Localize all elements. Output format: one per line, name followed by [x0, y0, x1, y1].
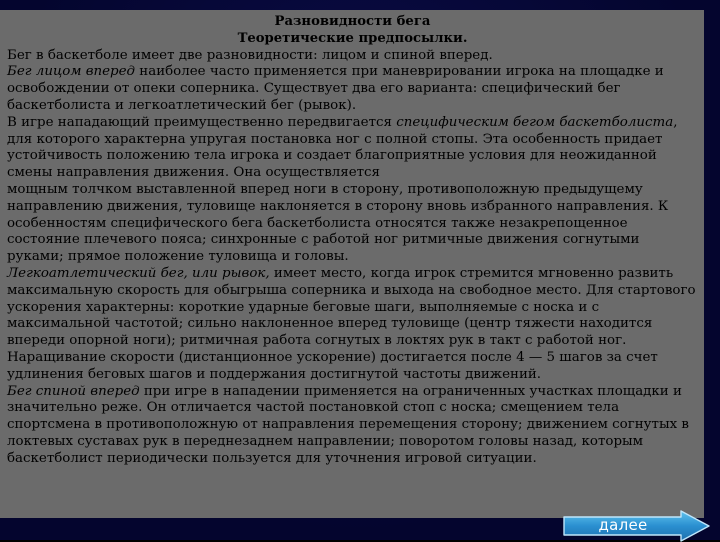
- paragraph-specific-run-text: , для которого характерна упругая постановка ног с полной стопы. Эта особенность придает устойчивость положению тела игрока и создает благоприятные условия для неожиданной смены направления движения. Она осуществляется: [7, 114, 678, 181]
- paragraph-face-forward: [7, 64, 698, 114]
- title-line-2: Теоретические предпосылки.: [237, 30, 468, 46]
- content-text-box: [0, 10, 704, 518]
- term-backward: Бег спиной вперед: [7, 383, 140, 399]
- term-sprint: Легкоатлетический бег, или рывок,: [7, 265, 270, 281]
- paragraph-sprint: [7, 266, 698, 384]
- paragraph-backward: [7, 384, 698, 468]
- paragraph-face-forward-text: наиболее часто применяется при маневрировании игрока на площадке и освобождении от опеки соперника. Существует два его варианта: специфический бег баскетболиста и легкоатлетический бег (рывок).: [7, 64, 664, 113]
- title-line-1: Разновидности бега: [274, 14, 431, 29]
- paragraph-backward-text: при игре в нападении применяется на ограниченных участках площадки и значительно реже. Он отличается частой постановкой стоп с носка; смещением тела спортсмена в противоположную от направления перемещения сторону; движением согнутых в локтевых суставах рук в переднезаднем направлении; поворотом головы назад, которым баскетболист периодически пользуется для уточнения игровой ситуации.: [7, 383, 689, 466]
- term-specific-run: специфическим бегом баскетболиста: [396, 114, 674, 130]
- next-button-label: далее: [598, 516, 648, 534]
- paragraph-sprint-text: имеет место, когда игрок стремится мгновенно развить максимальную скорость для обыгрыша соперника и выхода на свободное место. Для стартового ускорения характерны: короткие ударные беговые шаги, выполняемые с носка и с максимальной частотой; сильно наклоненное вперед туловище (центр тяжести находится впереди опорной ноги); ритмичная работа согнутых в локтях рук в такт с работой ног. Наращивание скорости (дистанционное ускорение) достигается после 4 — 5 шагов за счет удлинения беговых шагов и поддержания достигнутой частоты движений.: [7, 265, 696, 382]
- slide-title: [7, 14, 698, 48]
- paragraph-specific-run-start: В игре нападающий преимущественно передвигается: [7, 114, 397, 130]
- paragraph-specific-features: мощным толчком выставленной вперед ноги в сторону, противоположную предыдущему направлению движения, туловище наклоняется в сторону вновь избранного направления. К особенностям специфического бега баскетболиста относятся также незакрепощенное состояние плечевого пояса; синхронные с работой ног ритмичные движения согнутыми руками; прямое положение туловища и головы.: [7, 181, 669, 265]
- paragraph-specific-run: [7, 115, 698, 182]
- term-face-forward: Бег лицом вперед: [7, 64, 136, 80]
- next-button[interactable]: [563, 510, 711, 542]
- paragraph-intro: Бег в баскетболе имеет две разновидности: лицом и спиной вперед.: [7, 47, 493, 63]
